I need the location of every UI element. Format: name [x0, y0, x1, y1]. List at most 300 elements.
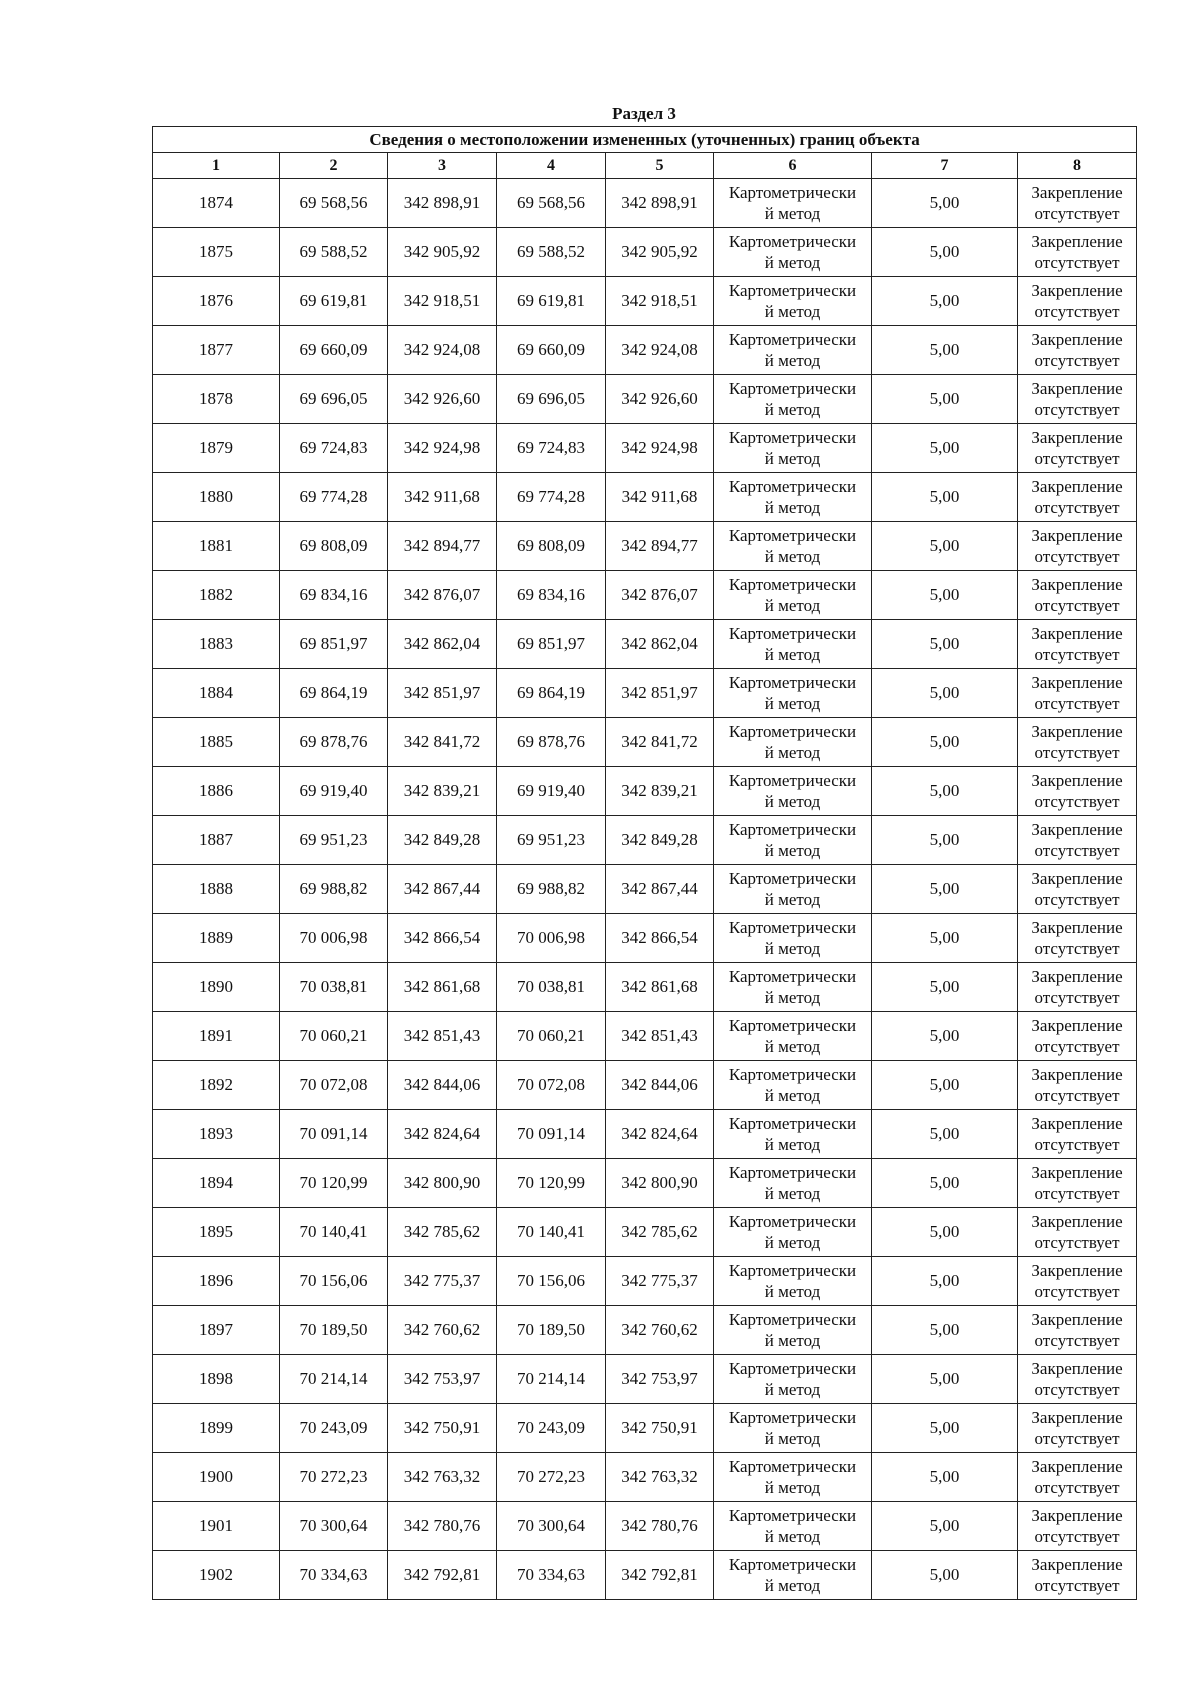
accuracy-cell: 5,00 — [872, 424, 1018, 473]
point-number-cell: 1877 — [153, 326, 280, 375]
coordinate-cell: 342 851,97 — [388, 669, 497, 718]
coordinate-cell: 69 588,52 — [497, 228, 606, 277]
point-number-cell: 1892 — [153, 1061, 280, 1110]
accuracy-cell: 5,00 — [872, 1453, 1018, 1502]
point-number-cell: 1883 — [153, 620, 280, 669]
coordinate-cell: 69 834,16 — [497, 571, 606, 620]
method-cell — [714, 375, 872, 424]
cell-line: Закрепление — [1031, 1408, 1123, 1427]
coordinate-cell: 70 060,21 — [280, 1012, 388, 1061]
method-cell — [714, 179, 872, 228]
coordinate-cell: 70 334,63 — [280, 1551, 388, 1600]
fixing-cell — [1018, 1110, 1137, 1159]
cell-line: Картометрически — [728, 330, 857, 349]
coordinate-cell: 342 867,44 — [606, 865, 714, 914]
coordinate-cell: 70 272,23 — [497, 1453, 606, 1502]
coordinate-cell: 69 774,28 — [497, 473, 606, 522]
coordinate-cell: 342 851,43 — [606, 1012, 714, 1061]
coordinate-cell: 342 792,81 — [606, 1551, 714, 1600]
coordinate-cell: 69 568,56 — [280, 179, 388, 228]
method-cell — [714, 1306, 872, 1355]
coordinate-cell: 69 988,82 — [497, 865, 606, 914]
cell-line: отсутствует — [1034, 988, 1120, 1007]
cell-line: Закрепление — [1031, 673, 1123, 692]
accuracy-cell: 5,00 — [872, 865, 1018, 914]
cell-line: Картометрически — [728, 1016, 857, 1035]
method-cell — [714, 522, 872, 571]
coordinate-cell: 69 568,56 — [497, 179, 606, 228]
cell-line: Картометрически — [728, 624, 857, 643]
coordinate-cell: 70 300,64 — [280, 1502, 388, 1551]
coordinate-cell: 69 660,09 — [497, 326, 606, 375]
coordinate-cell: 70 006,98 — [497, 914, 606, 963]
cell-line: Картометрически — [728, 1555, 857, 1574]
accuracy-cell: 5,00 — [872, 1061, 1018, 1110]
cell-line: Картометрически — [728, 281, 857, 300]
point-number-cell: 1897 — [153, 1306, 280, 1355]
point-number-cell: 1894 — [153, 1159, 280, 1208]
cell-line: й метод — [764, 1037, 821, 1056]
accuracy-cell: 5,00 — [872, 669, 1018, 718]
cell-line: отсутствует — [1034, 302, 1120, 321]
table-row — [153, 1257, 1137, 1306]
column-number: 4 — [497, 153, 606, 179]
point-number-cell: 1902 — [153, 1551, 280, 1600]
cell-line: отсутствует — [1034, 890, 1120, 909]
table-caption-row — [153, 127, 1137, 153]
point-number-cell: 1889 — [153, 914, 280, 963]
cell-line: Закрепление — [1031, 1555, 1123, 1574]
cell-line: й метод — [764, 645, 821, 664]
method-cell — [714, 1404, 872, 1453]
table-row — [153, 1502, 1137, 1551]
fixing-cell — [1018, 522, 1137, 571]
table-row — [153, 1012, 1137, 1061]
cell-line: й метод — [764, 743, 821, 762]
fixing-cell — [1018, 326, 1137, 375]
coordinate-cell: 69 808,09 — [497, 522, 606, 571]
cell-line: Картометрически — [728, 1457, 857, 1476]
cell-line: отсутствует — [1034, 1282, 1120, 1301]
table-row — [153, 179, 1137, 228]
coordinate-cell: 342 763,32 — [388, 1453, 497, 1502]
table-row — [153, 718, 1137, 767]
cell-line: отсутствует — [1034, 645, 1120, 664]
point-number-cell: 1888 — [153, 865, 280, 914]
coordinate-cell: 69 834,16 — [280, 571, 388, 620]
accuracy-cell: 5,00 — [872, 277, 1018, 326]
table-row — [153, 228, 1137, 277]
method-cell — [714, 571, 872, 620]
cell-line: й метод — [764, 1086, 821, 1105]
table-row — [153, 914, 1137, 963]
column-number: 6 — [714, 153, 872, 179]
cell-line: Картометрически — [728, 526, 857, 545]
accuracy-cell: 5,00 — [872, 228, 1018, 277]
table-caption: Сведения о местоположении измененных (уточненных) границ объекта — [153, 127, 1137, 153]
cell-line: отсутствует — [1034, 841, 1120, 860]
accuracy-cell: 5,00 — [872, 1502, 1018, 1551]
coordinate-cell: 70 189,50 — [280, 1306, 388, 1355]
cell-line: Картометрически — [728, 869, 857, 888]
column-number: 5 — [606, 153, 714, 179]
coordinate-cell: 69 808,09 — [280, 522, 388, 571]
cell-line: отсутствует — [1034, 400, 1120, 419]
cell-line: Картометрически — [728, 1408, 857, 1427]
fixing-cell — [1018, 1208, 1137, 1257]
coordinate-cell: 70 091,14 — [497, 1110, 606, 1159]
coordinate-cell: 69 851,97 — [280, 620, 388, 669]
coordinate-cell: 70 006,98 — [280, 914, 388, 963]
table-row — [153, 669, 1137, 718]
accuracy-cell: 5,00 — [872, 179, 1018, 228]
table-row — [153, 375, 1137, 424]
method-cell — [714, 1453, 872, 1502]
cell-line: Картометрически — [728, 379, 857, 398]
cell-line: Закрепление — [1031, 1163, 1123, 1182]
coordinate-cell: 70 072,08 — [280, 1061, 388, 1110]
coordinate-cell: 69 724,83 — [280, 424, 388, 473]
coordinate-cell: 342 894,77 — [388, 522, 497, 571]
coordinate-cell: 70 243,09 — [280, 1404, 388, 1453]
method-cell — [714, 326, 872, 375]
point-number-cell: 1875 — [153, 228, 280, 277]
cell-line: й метод — [764, 302, 821, 321]
fixing-cell — [1018, 816, 1137, 865]
accuracy-cell: 5,00 — [872, 963, 1018, 1012]
cell-line: отсутствует — [1034, 1380, 1120, 1399]
table-body — [153, 179, 1137, 1600]
cell-line: Закрепление — [1031, 575, 1123, 594]
cell-line: Закрепление — [1031, 428, 1123, 447]
point-number-cell: 1885 — [153, 718, 280, 767]
cell-line: Закрепление — [1031, 1261, 1123, 1280]
coordinate-cell: 342 792,81 — [388, 1551, 497, 1600]
table-row — [153, 1061, 1137, 1110]
fixing-cell — [1018, 1306, 1137, 1355]
accuracy-cell: 5,00 — [872, 816, 1018, 865]
cell-line: отсутствует — [1034, 1478, 1120, 1497]
accuracy-cell: 5,00 — [872, 571, 1018, 620]
cell-line: отсутствует — [1034, 1429, 1120, 1448]
cell-line: й метод — [764, 400, 821, 419]
coordinate-cell: 70 091,14 — [280, 1110, 388, 1159]
cell-line: отсутствует — [1034, 596, 1120, 615]
cell-line: й метод — [764, 547, 821, 566]
cell-line: й метод — [764, 1380, 821, 1399]
accuracy-cell: 5,00 — [872, 620, 1018, 669]
fixing-cell — [1018, 865, 1137, 914]
fixing-cell — [1018, 1502, 1137, 1551]
coordinate-cell: 70 120,99 — [497, 1159, 606, 1208]
cell-line: отсутствует — [1034, 939, 1120, 958]
coordinate-cell: 69 919,40 — [497, 767, 606, 816]
cell-line: й метод — [764, 1233, 821, 1252]
point-number-cell: 1901 — [153, 1502, 280, 1551]
accuracy-cell: 5,00 — [872, 473, 1018, 522]
cell-line: й метод — [764, 1282, 821, 1301]
point-number-cell: 1882 — [153, 571, 280, 620]
coordinate-cell: 342 918,51 — [388, 277, 497, 326]
coordinate-cell: 342 905,92 — [606, 228, 714, 277]
cell-line: Картометрически — [728, 232, 857, 251]
coordinate-cell: 70 072,08 — [497, 1061, 606, 1110]
cell-line: отсутствует — [1034, 253, 1120, 272]
cell-line: Закрепление — [1031, 330, 1123, 349]
coordinate-cell: 342 775,37 — [606, 1257, 714, 1306]
cell-line: й метод — [764, 694, 821, 713]
coordinate-cell: 342 898,91 — [388, 179, 497, 228]
method-cell — [714, 1208, 872, 1257]
accuracy-cell: 5,00 — [872, 375, 1018, 424]
cell-line: Закрепление — [1031, 624, 1123, 643]
cell-line: Картометрически — [728, 1212, 857, 1231]
cell-line: й метод — [764, 1135, 821, 1154]
coordinate-cell: 342 844,06 — [606, 1061, 714, 1110]
cell-line: й метод — [764, 596, 821, 615]
cell-line: Закрепление — [1031, 1359, 1123, 1378]
method-cell — [714, 1502, 872, 1551]
coordinate-cell: 70 214,14 — [280, 1355, 388, 1404]
table-row — [153, 1453, 1137, 1502]
cell-line: Закрепление — [1031, 526, 1123, 545]
table-row — [153, 1551, 1137, 1600]
cell-line: Картометрически — [728, 1261, 857, 1280]
coordinate-cell: 342 851,43 — [388, 1012, 497, 1061]
cell-line: й метод — [764, 988, 821, 1007]
accuracy-cell: 5,00 — [872, 326, 1018, 375]
method-cell — [714, 1257, 872, 1306]
coordinate-cell: 342 911,68 — [388, 473, 497, 522]
cell-line: й метод — [764, 939, 821, 958]
table-row — [153, 1159, 1137, 1208]
coordinate-cell: 70 156,06 — [280, 1257, 388, 1306]
point-number-cell: 1893 — [153, 1110, 280, 1159]
fixing-cell — [1018, 963, 1137, 1012]
coordinate-cell: 70 334,63 — [497, 1551, 606, 1600]
accuracy-cell: 5,00 — [872, 1551, 1018, 1600]
accuracy-cell: 5,00 — [872, 1110, 1018, 1159]
cell-line: отсутствует — [1034, 1184, 1120, 1203]
table-row — [153, 1355, 1137, 1404]
coordinate-cell: 69 588,52 — [280, 228, 388, 277]
coordinate-cell: 69 951,23 — [280, 816, 388, 865]
fixing-cell — [1018, 1404, 1137, 1453]
cell-line: й метод — [764, 1429, 821, 1448]
cell-line: Картометрически — [728, 183, 857, 202]
coordinate-cell: 342 911,68 — [606, 473, 714, 522]
column-number-row — [153, 153, 1137, 179]
coordinate-cell: 69 660,09 — [280, 326, 388, 375]
cell-line: Закрепление — [1031, 1506, 1123, 1525]
coordinate-cell: 342 750,91 — [388, 1404, 497, 1453]
cell-line: й метод — [764, 253, 821, 272]
fixing-cell — [1018, 179, 1137, 228]
coordinate-cell: 69 724,83 — [497, 424, 606, 473]
cell-line: Закрепление — [1031, 1212, 1123, 1231]
point-number-cell: 1891 — [153, 1012, 280, 1061]
cell-line: Закрепление — [1031, 722, 1123, 741]
coordinate-cell: 70 140,41 — [280, 1208, 388, 1257]
coordinate-cell: 69 696,05 — [497, 375, 606, 424]
coordinate-cell: 70 214,14 — [497, 1355, 606, 1404]
cell-line: Картометрически — [728, 918, 857, 937]
cell-line: Картометрически — [728, 1310, 857, 1329]
fixing-cell — [1018, 1012, 1137, 1061]
cell-line: Закрепление — [1031, 232, 1123, 251]
coordinate-cell: 342 753,97 — [606, 1355, 714, 1404]
cell-line: й метод — [764, 204, 821, 223]
coordinate-cell: 342 775,37 — [388, 1257, 497, 1306]
coordinate-cell: 342 800,90 — [388, 1159, 497, 1208]
cell-line: Картометрически — [728, 673, 857, 692]
point-number-cell: 1896 — [153, 1257, 280, 1306]
coordinate-cell: 342 753,97 — [388, 1355, 497, 1404]
method-cell — [714, 1061, 872, 1110]
point-number-cell: 1900 — [153, 1453, 280, 1502]
cell-line: Закрепление — [1031, 967, 1123, 986]
table-row — [153, 767, 1137, 816]
point-number-cell: 1874 — [153, 179, 280, 228]
cell-line: отсутствует — [1034, 1331, 1120, 1350]
cell-line: отсутствует — [1034, 498, 1120, 517]
accuracy-cell: 5,00 — [872, 1257, 1018, 1306]
cell-line: Картометрически — [728, 771, 857, 790]
fixing-cell — [1018, 1453, 1137, 1502]
coordinate-cell: 342 861,68 — [606, 963, 714, 1012]
cell-line: Закрепление — [1031, 281, 1123, 300]
cell-line: Картометрически — [728, 575, 857, 594]
table-row — [153, 522, 1137, 571]
cell-line: отсутствует — [1034, 204, 1120, 223]
cell-line: Закрепление — [1031, 869, 1123, 888]
cell-line: Закрепление — [1031, 820, 1123, 839]
cell-line: Картометрически — [728, 1163, 857, 1182]
table-row — [153, 424, 1137, 473]
coordinate-cell: 342 763,32 — [606, 1453, 714, 1502]
coordinate-cell: 342 876,07 — [606, 571, 714, 620]
point-number-cell: 1879 — [153, 424, 280, 473]
method-cell — [714, 1159, 872, 1208]
table-row — [153, 571, 1137, 620]
coordinate-cell: 342 926,60 — [388, 375, 497, 424]
fixing-cell — [1018, 571, 1137, 620]
fixing-cell — [1018, 277, 1137, 326]
method-cell — [714, 424, 872, 473]
cell-line: Закрепление — [1031, 1457, 1123, 1476]
cell-line: Картометрически — [728, 967, 857, 986]
coordinate-cell: 342 800,90 — [606, 1159, 714, 1208]
coordinate-cell: 70 189,50 — [497, 1306, 606, 1355]
point-number-cell: 1876 — [153, 277, 280, 326]
coordinate-cell: 69 864,19 — [280, 669, 388, 718]
cell-line: Закрепление — [1031, 477, 1123, 496]
cell-line: й метод — [764, 351, 821, 370]
coordinate-cell: 342 841,72 — [606, 718, 714, 767]
method-cell — [714, 1355, 872, 1404]
cell-line: отсутствует — [1034, 1527, 1120, 1546]
coordinate-cell: 69 864,19 — [497, 669, 606, 718]
accuracy-cell: 5,00 — [872, 718, 1018, 767]
method-cell — [714, 718, 872, 767]
coordinate-cell: 69 619,81 — [280, 277, 388, 326]
column-number: 7 — [872, 153, 1018, 179]
point-number-cell: 1899 — [153, 1404, 280, 1453]
coordinate-cell: 69 851,97 — [497, 620, 606, 669]
coordinate-cell: 70 120,99 — [280, 1159, 388, 1208]
cell-line: й метод — [764, 792, 821, 811]
accuracy-cell: 5,00 — [872, 1159, 1018, 1208]
coordinate-cell: 342 841,72 — [388, 718, 497, 767]
column-number: 3 — [388, 153, 497, 179]
coordinate-cell: 342 862,04 — [606, 620, 714, 669]
fixing-cell — [1018, 620, 1137, 669]
table-row — [153, 1306, 1137, 1355]
coordinate-cell: 342 824,64 — [388, 1110, 497, 1159]
accuracy-cell: 5,00 — [872, 1404, 1018, 1453]
method-cell — [714, 277, 872, 326]
fixing-cell — [1018, 228, 1137, 277]
method-cell — [714, 963, 872, 1012]
method-cell — [714, 669, 872, 718]
coordinate-cell: 70 060,21 — [497, 1012, 606, 1061]
method-cell — [714, 865, 872, 914]
coordinate-cell: 342 785,62 — [388, 1208, 497, 1257]
method-cell — [714, 914, 872, 963]
point-number-cell: 1884 — [153, 669, 280, 718]
point-number-cell: 1890 — [153, 963, 280, 1012]
cell-line: отсутствует — [1034, 449, 1120, 468]
cell-line: Закрепление — [1031, 379, 1123, 398]
method-cell — [714, 767, 872, 816]
cell-line: отсутствует — [1034, 1576, 1120, 1595]
fixing-cell — [1018, 718, 1137, 767]
coordinate-cell: 69 919,40 — [280, 767, 388, 816]
coordinate-cell: 342 867,44 — [388, 865, 497, 914]
point-number-cell: 1880 — [153, 473, 280, 522]
cell-line: отсутствует — [1034, 547, 1120, 566]
point-number-cell: 1895 — [153, 1208, 280, 1257]
table-row — [153, 326, 1137, 375]
fixing-cell — [1018, 1551, 1137, 1600]
coordinate-cell: 70 038,81 — [497, 963, 606, 1012]
coordinate-cell: 342 924,98 — [388, 424, 497, 473]
coordinate-cell: 69 696,05 — [280, 375, 388, 424]
cell-line: Картометрически — [728, 1114, 857, 1133]
table-row — [153, 1404, 1137, 1453]
accuracy-cell: 5,00 — [872, 1208, 1018, 1257]
cell-line: Закрепление — [1031, 771, 1123, 790]
point-number-cell: 1887 — [153, 816, 280, 865]
accuracy-cell: 5,00 — [872, 1012, 1018, 1061]
coordinate-cell: 342 780,76 — [388, 1502, 497, 1551]
cell-line: отсутствует — [1034, 1233, 1120, 1252]
cell-line: Картометрически — [728, 428, 857, 447]
coordinate-cell: 342 924,08 — [606, 326, 714, 375]
fixing-cell — [1018, 375, 1137, 424]
table-row — [153, 1208, 1137, 1257]
coordinate-cell: 69 951,23 — [497, 816, 606, 865]
coordinate-cell: 69 878,76 — [497, 718, 606, 767]
coordinate-cell: 342 849,28 — [606, 816, 714, 865]
point-number-cell: 1886 — [153, 767, 280, 816]
cell-line: отсутствует — [1034, 694, 1120, 713]
column-number: 1 — [153, 153, 280, 179]
fixing-cell — [1018, 1061, 1137, 1110]
accuracy-cell: 5,00 — [872, 1355, 1018, 1404]
cell-line: Картометрически — [728, 1359, 857, 1378]
method-cell — [714, 1012, 872, 1061]
